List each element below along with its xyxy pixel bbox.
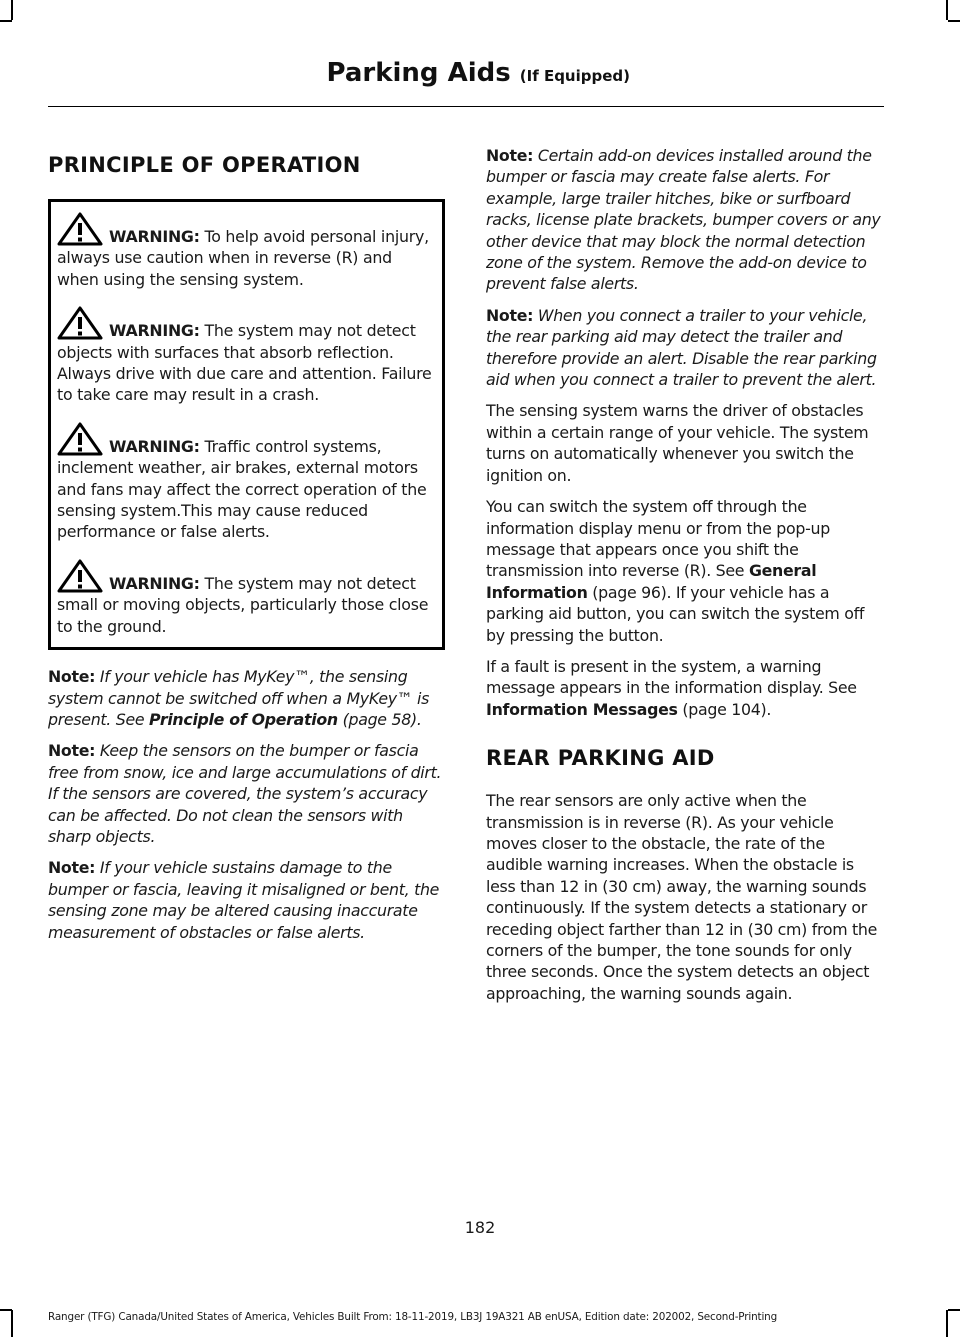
paragraph-text: If a fault is present in the system, a warning message appears in the information display. See [486, 656, 857, 698]
note-bumper-damage [48, 857, 444, 943]
warning-label: WARNING: [109, 573, 200, 593]
warning-triangle-icon [57, 212, 103, 246]
cross-reference-link[interactable]: General Information [486, 561, 817, 602]
note-label: Note: [486, 305, 534, 325]
paragraph-text: (page 104). [677, 699, 772, 719]
page-number: 182 [464, 1218, 496, 1237]
crop-mark [946, 0, 948, 20]
page-footer: Ranger (TFG) Canada/United States of America, Vehicles Built From: 18-11-2019, LB3J 19A321 AB enUSA, Edition date: 202002, Second-Printing [48, 1311, 778, 1323]
note-text: When you connect a trailer to your vehicle, the rear parking aid may detect the trailer and therefore provide an alert. Disable the rear parking aid when you connect a trailer to prevent the alert. [486, 305, 877, 390]
note-text: If your vehicle sustains damage to the bumper or fascia, leaving it misaligned or bent, the sensing zone may be altered causing inaccurate measurement of obstacles or false alerts. [48, 858, 440, 942]
note-label: Note: [48, 741, 96, 761]
warning-label: WARNING: [109, 227, 200, 246]
note-text: Certain add-on devices installed around the bumper or fascia may create false alerts. For example, large trailer hitches, bike or surfboard racks, license plate brackets, bumper covers or any other device that may block the normal detection zone of the system. Remove the add-on device to prevent false alerts. [486, 146, 881, 294]
warning-item [57, 306, 436, 406]
warning-label: WARNING: [109, 321, 200, 341]
warning-text: Traffic control systems, inclement weather, air brakes, external motors and fans may affect the correct operation of the sensing system.This may cause reduced performance or false alerts. [57, 436, 427, 542]
warning-triangle-icon [57, 422, 103, 456]
cross-reference-link[interactable]: Information Messages [486, 699, 678, 719]
note-text: If your vehicle has MyKey™, the sensing system cannot be switched off when a MyKey™ is present. See [48, 667, 430, 729]
paragraph-rear-sensors: The rear sensors are only active when the transmission is in reverse (R). As your vehicle moves closer to the obstacle, the rate of the audible warning increases. When the obstacle is less than 12 in (30 cm) away, the warning sounds continuously. If the system detects a stationary or receding object farther than 12 in (30 cm) from the corners of the bumper, the tone sounds for only three seconds. Once the system detects an object approaching, the warning sounds again. [486, 791, 878, 1003]
crop-mark [946, 1310, 948, 1337]
crop-mark [0, 20, 12, 22]
crop-mark [948, 20, 960, 22]
crop-mark [0, 1309, 12, 1311]
crop-mark [11, 1310, 13, 1337]
note-sensors-clean [48, 740, 444, 847]
page-header-title [326, 58, 630, 88]
warning-text: To help avoid personal injury, always use caution when in reverse (R) and when using the sensing system. [57, 227, 429, 289]
warning-item [57, 422, 436, 543]
note-mykey [48, 666, 444, 730]
header-subtitle: (If Equipped) [519, 67, 630, 85]
header-title-text: Parking Aids [326, 58, 511, 88]
section-heading-principle: PRINCIPLE OF OPERATION [48, 153, 361, 177]
warning-text: The system may not detect small or moving objects, particularly those close to the ground. [57, 573, 429, 636]
paragraph-switch-off [486, 496, 882, 646]
warning-triangle-icon [57, 559, 103, 593]
warning-item [57, 559, 436, 637]
warning-label: WARNING: [109, 436, 200, 456]
note-label: Note: [48, 858, 96, 878]
note-text: (page 58). [337, 709, 422, 729]
warning-box [48, 199, 445, 650]
left-column [48, 145, 444, 953]
right-column [486, 145, 882, 1014]
note-label: Note: [486, 146, 534, 165]
crop-mark [948, 1309, 960, 1311]
warning-triangle-icon [57, 306, 103, 340]
section-heading-rear-parking-aid: REAR PARKING AID [486, 746, 715, 771]
cross-reference-link[interactable]: Principle of Operation [149, 709, 338, 729]
note-text: Keep the sensors on the bumper or fascia free from snow, ice and large accumulations of dirt. If the sensors are covered, the system’s accuracy can be affected. Do not clean the sensors with sharp objects. [48, 741, 442, 846]
crop-mark [11, 0, 13, 20]
header-rule [48, 106, 884, 107]
note-label: Note: [48, 667, 96, 687]
paragraph-sensing-system: The sensing system warns the driver of obstacles within a certain range of your vehicle. The system turns on automatically whenever you switch the ignition on. [486, 401, 869, 485]
paragraph-fault [486, 656, 882, 720]
paragraph-text: You can switch the system off through the information display menu or from the pop-up message that appears once you shift the transmission into reverse (R). See [486, 497, 830, 581]
paragraph-text: (page 96). If your vehicle has a parking aid button, you can switch the system off by pressing the button. [486, 582, 865, 645]
warning-text: The system may not detect objects with surfaces that absorb reflection. Always drive with due care and attention. Failure to take care may result in a crash. [57, 321, 432, 405]
warning-item [57, 212, 436, 290]
note-trailer [486, 305, 882, 391]
note-add-on-devices [486, 145, 882, 295]
